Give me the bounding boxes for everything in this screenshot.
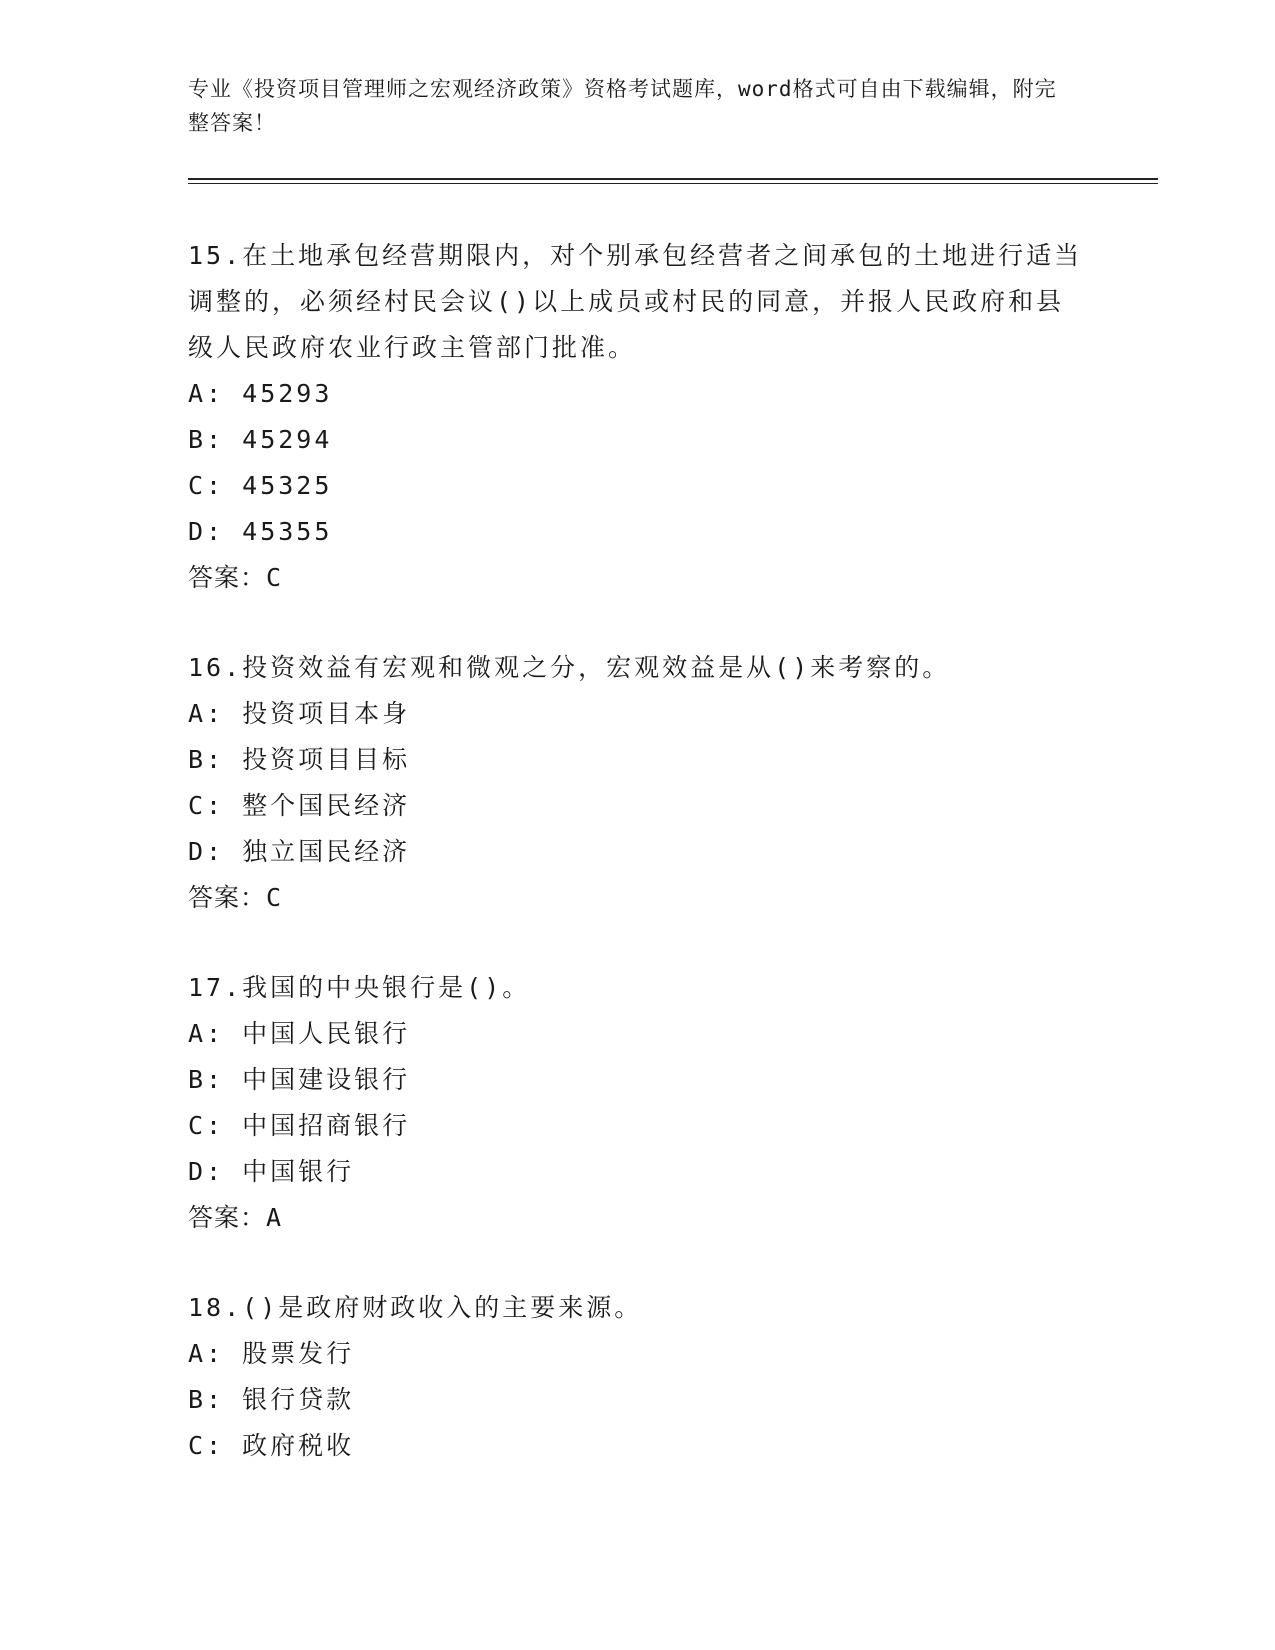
option-d: D: 独立国民经济 [188,837,411,866]
header-divider-thin [188,183,1158,184]
question-text: 18.()是政府财政收入的主要来源。 [188,1293,643,1322]
answer: 答案：C [188,563,283,592]
option-c: C: 中国招商银行 [188,1111,411,1140]
answer: 答案：C [188,883,283,912]
question-15 [188,233,1088,601]
question-text: 17.我国的中央银行是()。 [188,973,531,1002]
option-d: D: 45355 [188,517,333,546]
question-text: 15.在土地承包经营期限内，对个别承包经营者之间承包的土地进行适当调整的，必须经村民会议()以上成员或村民的同意，并报人民政府和县级人民政府农业行政主管部门批准。 [188,241,1083,362]
question-17 [188,965,1088,1241]
question-list [188,233,1088,1469]
question-text: 16.投资效益有宏观和微观之分，宏观效益是从()来考察的。 [188,653,951,682]
question-18 [188,1285,1088,1469]
option-a: A: 45293 [188,379,333,408]
option-c: C: 45325 [188,471,333,500]
option-c: C: 政府税收 [188,1431,355,1460]
option-d: D: 中国银行 [188,1157,355,1186]
option-a: A: 投资项目本身 [188,699,411,728]
option-b: B: 银行贷款 [188,1385,355,1414]
answer: 答案：A [188,1203,283,1232]
option-c: C: 整个国民经济 [188,791,411,820]
option-b: B: 中国建设银行 [188,1065,411,1094]
option-b: B: 45294 [188,425,333,454]
document-intro: 专业《投资项目管理师之宏观经济政策》资格考试题库，word格式可自由下载编辑，附完整答案！ [188,77,1057,135]
question-16 [188,645,1088,921]
option-a: A: 股票发行 [188,1339,355,1368]
option-b: B: 投资项目目标 [188,745,411,774]
option-a: A: 中国人民银行 [188,1019,411,1048]
header-divider-thick [188,178,1158,180]
